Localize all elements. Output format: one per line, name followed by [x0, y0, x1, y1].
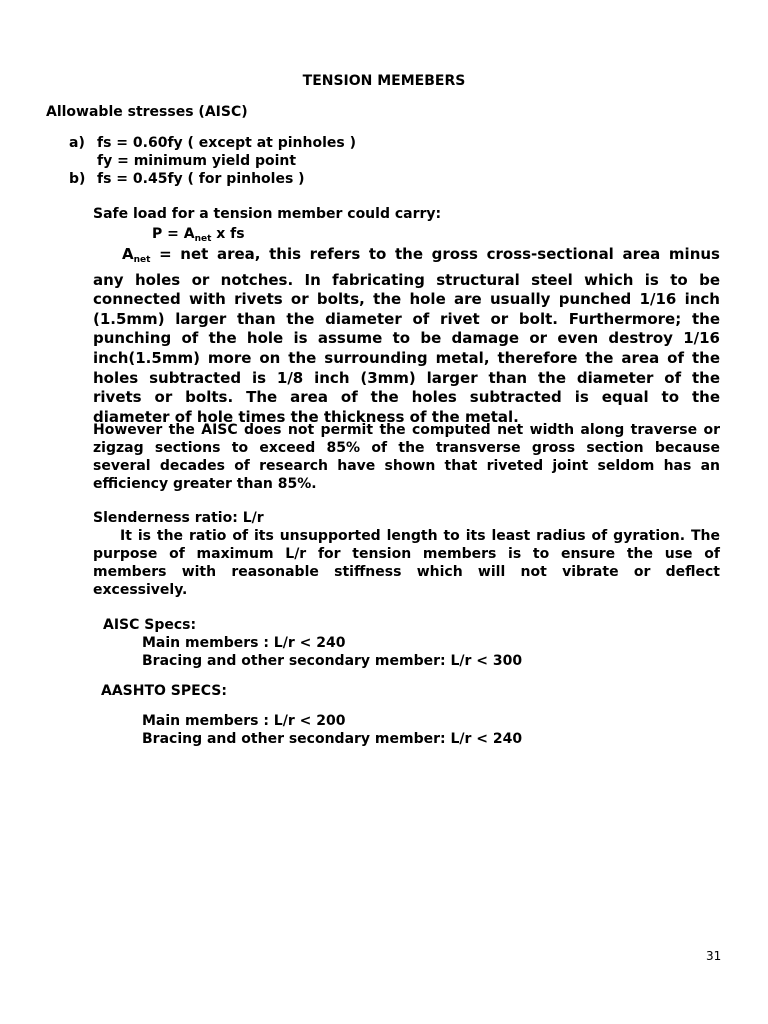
slenderness-line-4: excessively.: [93, 582, 188, 598]
anet-line-5: punching of the hole is assume to be damage or even destroy 1/16: [93, 329, 720, 348]
aisc-bracing-members: Bracing and other secondary member: L/r < 300: [142, 653, 523, 669]
anet-line-6: inch(1.5mm) more on the surrounding metal, therefore the area of the: [93, 348, 720, 367]
formula: [152, 226, 245, 244]
anet-subscript: net: [133, 255, 151, 265]
slenderness-line-3: members with reasonable stiffness which will not vibrate or deflect: [93, 564, 720, 580]
item-a-text: fs = 0.60fy ( except at pinholes ): [97, 135, 356, 151]
however-paragraph: [93, 421, 720, 493]
anet-line-9: diameter of hole times the thickness of the metal.: [93, 407, 519, 426]
slenderness-paragraph: [93, 527, 720, 599]
page-title: TENSION MEMEBERS: [302, 73, 466, 89]
item-b-text: fs = 0.45fy ( for pinholes ): [97, 171, 305, 187]
safe-load-text: Safe load for a tension member could carry:: [93, 206, 442, 222]
anet-line-2: any holes or notches. In fabricating structural steel which is to be: [93, 270, 720, 289]
anet-line-7: holes subtracted is 1/8 inch (3mm) larger than the diameter of the: [93, 368, 720, 387]
however-line-4: efficiency greater than 85%.: [93, 476, 317, 492]
slenderness-line-1: It is the ratio of its unsupported length to its least radius of gyration. The: [120, 528, 720, 544]
page-number: 31: [706, 949, 722, 963]
anet-paragraph: [93, 245, 720, 427]
aisc-main-members: Main members : L/r < 240: [142, 635, 346, 651]
item-a-subtext: fy = minimum yield point: [97, 153, 297, 169]
aashto-main-members: Main members : L/r < 200: [142, 713, 346, 729]
allowable-stresses-heading: Allowable stresses (AISC): [46, 104, 248, 120]
anet-line-3: connected with rivets or bolts, the hole are usually punched 1/16 inch: [93, 290, 720, 309]
slenderness-heading: Slenderness ratio: L/r: [93, 510, 264, 526]
aashto-specs-heading: AASHTO SPECS:: [101, 683, 227, 699]
however-line-3: several decades of research have shown that riveted joint seldom has an: [93, 458, 720, 474]
however-line-1: However the AISC does not permit the computed net width along traverse or: [93, 422, 720, 438]
aisc-specs-heading: AISC Specs:: [103, 617, 197, 633]
anet-symbol: A: [122, 245, 134, 263]
aashto-bracing-members: Bracing and other secondary member: L/r < 240: [142, 731, 523, 747]
formula-subscript: net: [194, 234, 212, 244]
item-b-marker: b): [69, 171, 86, 187]
slenderness-line-2: purpose of maximum L/r for tension members is to ensure the use of: [93, 546, 720, 562]
however-line-2: zigzag sections to exceed 85% of the transverse gross section because: [93, 440, 720, 456]
anet-line-8: rivets or bolts. The area of the holes subtracted is equal to the: [93, 388, 720, 407]
item-a-marker: a): [69, 135, 85, 151]
anet-line-1: $A_{net}$ = net area, this refers to the gross cross-sectional area minus: [122, 245, 720, 265]
anet-line-4: (1.5mm) larger than the diameter of rivet or bolt. Furthermore; the: [93, 309, 720, 328]
formula-rhs: x fs: [211, 226, 245, 242]
formula-lhs: P = A: [152, 226, 195, 242]
